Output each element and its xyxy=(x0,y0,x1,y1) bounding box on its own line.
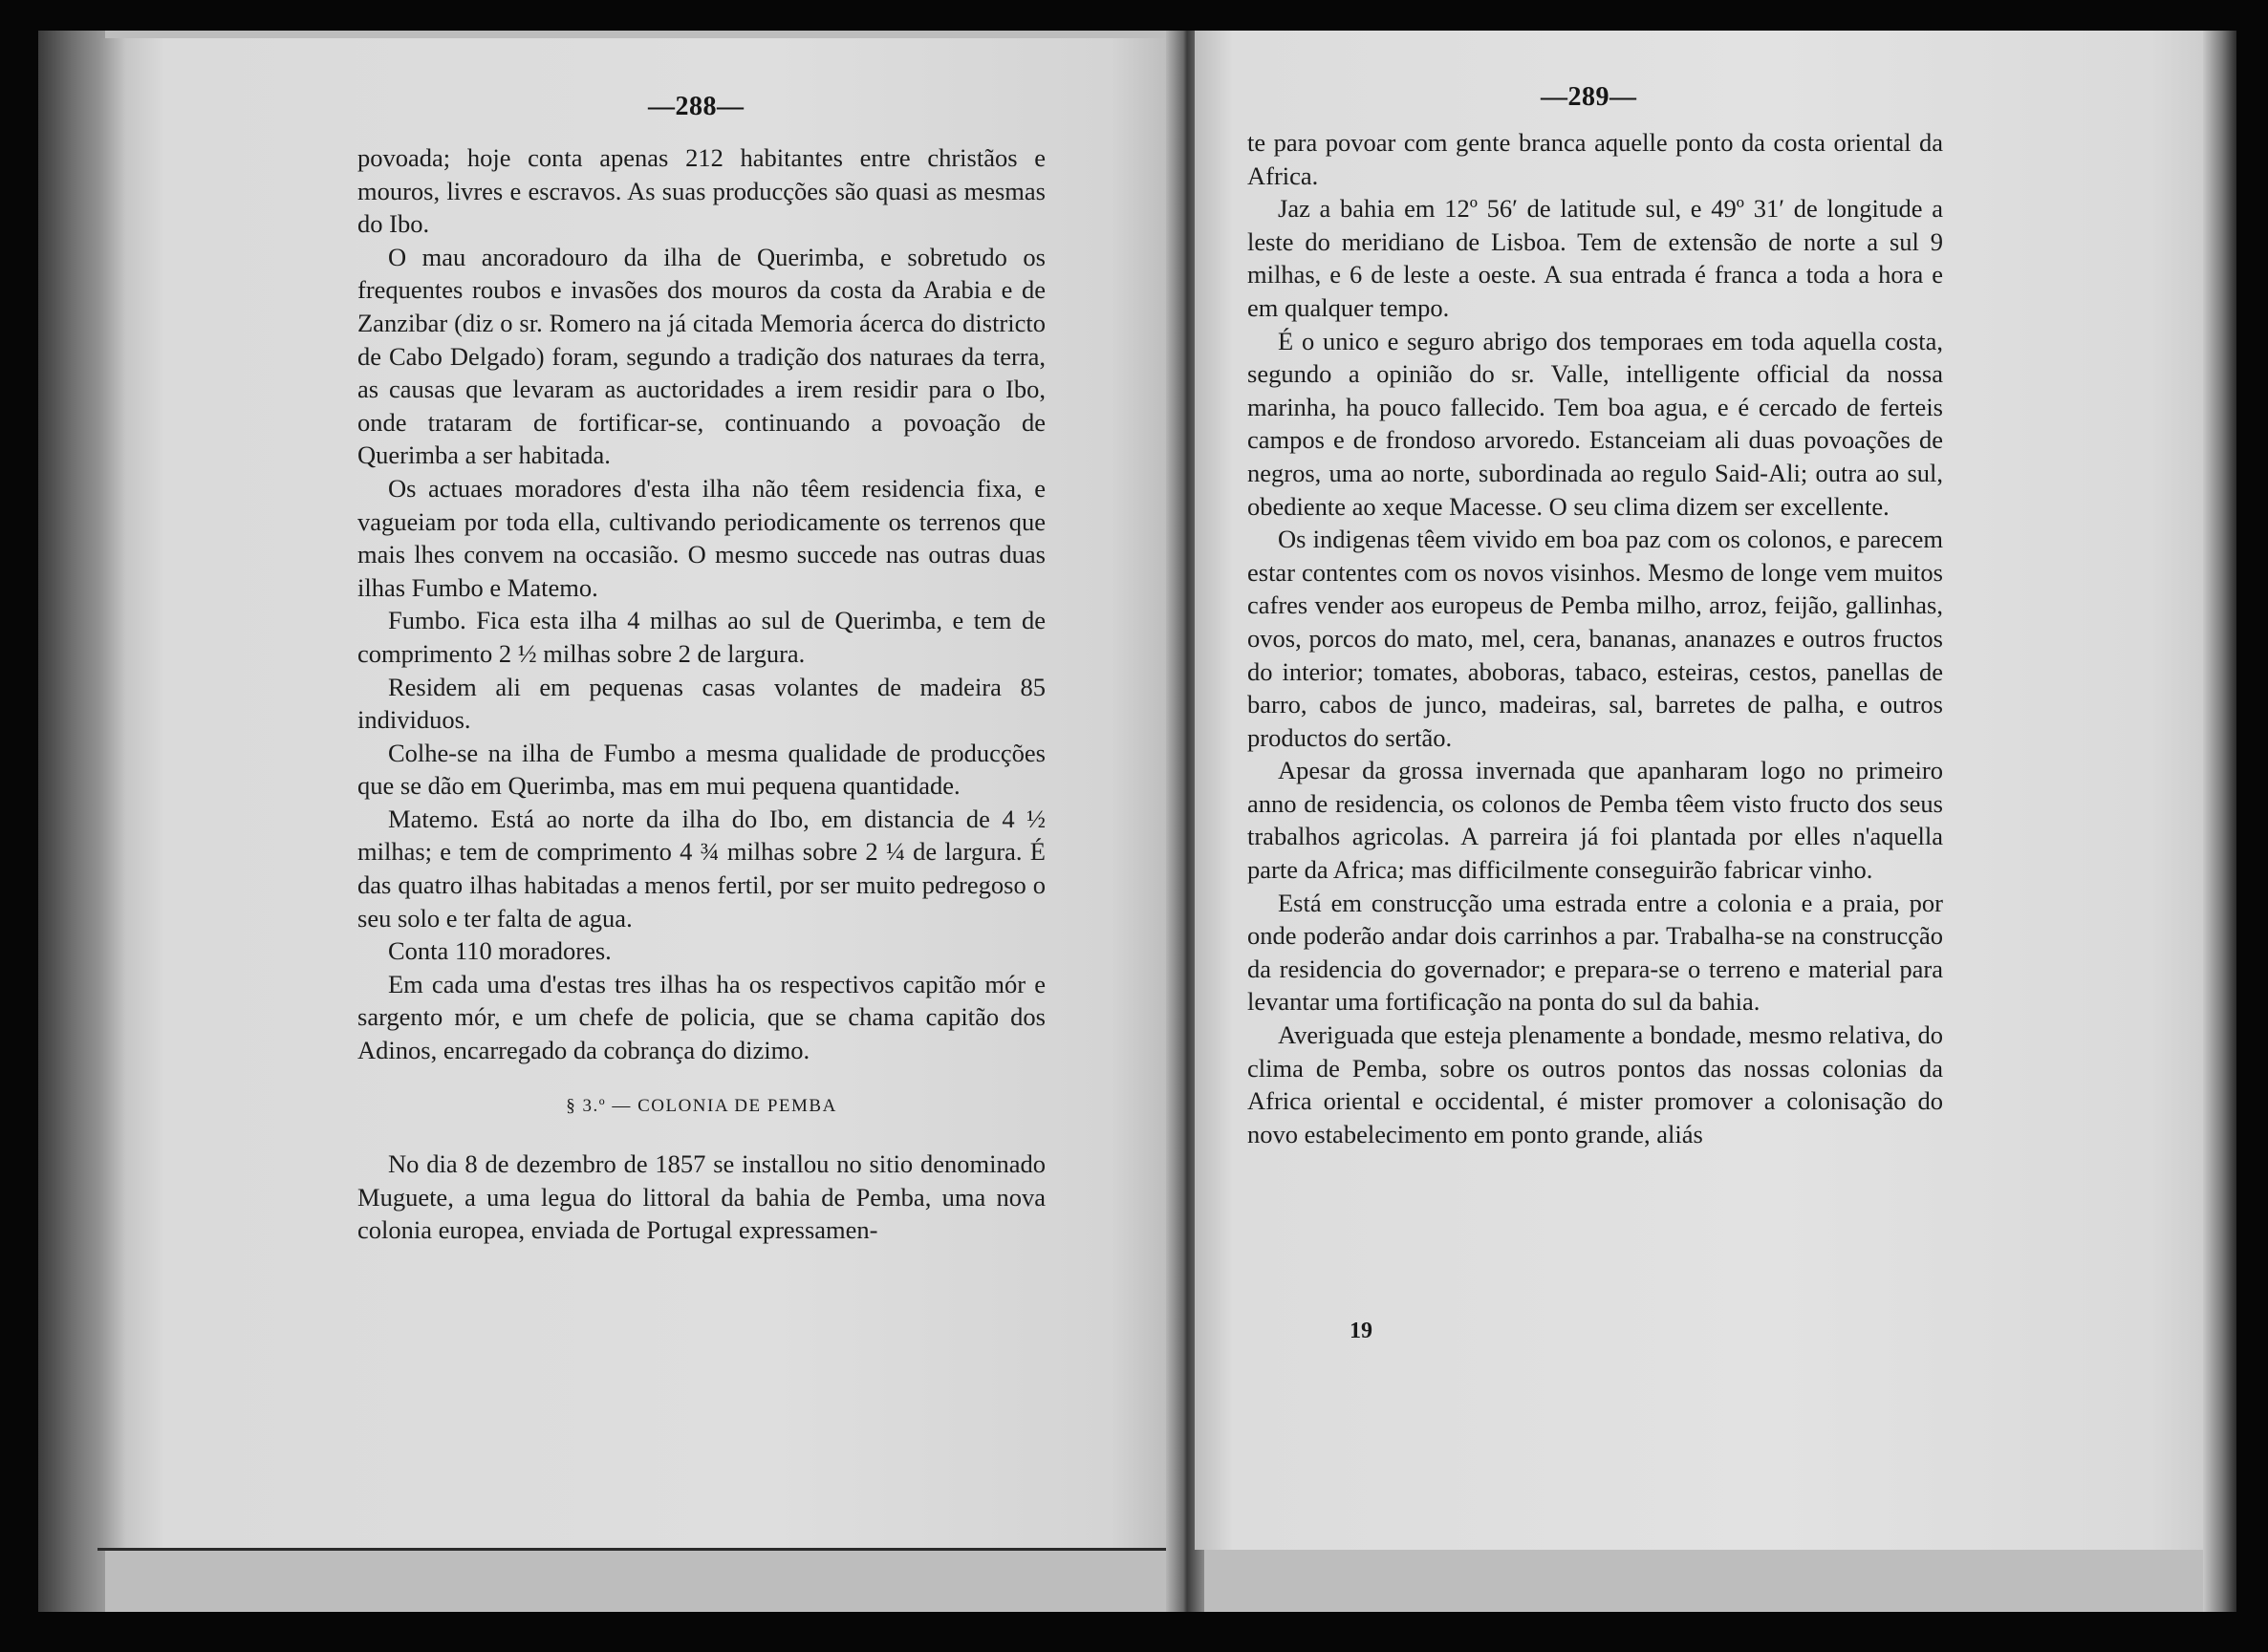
paragraph: povoada; hoje conta apenas 212 habitantes entre christãos e mouros, livres e escravos. As suas producções são quasi as mesmas do Ibo. xyxy=(357,143,1046,239)
left-page-number: —288— xyxy=(648,92,745,121)
paragraph: Averiguada que esteja plenamente a bondade, mesmo relativa, do clima de Pemba, sobre os outros pontos das nossas colonias da Africa oriental e occidental, é mister promover a colonisação do novo estabelecimento em ponto grande, aliás xyxy=(1247,1020,1943,1148)
paragraph: Fumbo. Fica esta ilha 4 milhas ao sul de Querimba, e tem de comprimento 2 ½ milhas sobre 2 de largura. xyxy=(357,606,1046,668)
paragraph: Apesar da grossa invernada que apanharam logo no primeiro anno de residencia, os colonos de Pemba têem visto fructo dos seus trabalhos agricolas. A parreira já foi plantada por elles n'aquella parte da Africa; mas difficilmente conseguirão fabricar vinho. xyxy=(1247,756,1943,885)
paragraph: Os indigenas têem vivido em boa paz com os colonos, e parecem estar contentes com os novos visinhos. Mesmo de longe vem muitos cafres vender aos europeus de Pemba milho, arroz, feijão, gallinhas, ovos, porcos do mato, mel, cera, bananas, ananazes e outros fructos do interior; tomates, aboboras, tabaco, esteiras, cestos, panellas de barro, cabos de junco, madeiras, sal, barretes de palha, e outros productos do sertão. xyxy=(1247,525,1943,752)
paragraph: O mau ancoradouro da ilha de Querimba, e sobretudo os frequentes roubos e invasões dos mouros da costa da Arabia e de Zanzibar (diz o sr. Romero na já citada Memoria ácerca do districto de Cabo Delgado) foram, segundo a tradição dos naturaes da terra, as causas que levaram as auctoridades a irem residir para o Ibo, onde trataram de fortificar-se, continuando a povoação de Querimba a ser habitada. xyxy=(357,242,1046,470)
paragraph: Residem ali em pequenas casas volantes de madeira 85 individuos. xyxy=(357,672,1046,735)
left-page-text xyxy=(357,141,1046,1247)
left-book-edge xyxy=(38,31,105,1612)
paragraph: Está em construcção uma estrada entre a colonia e a praia, por onde poderão andar dois carrinhos a par. Trabalha-se na construcção da residencia do governador; e prepara-se o terreno e material para levantar uma fortificação na ponta do sul da bahia. xyxy=(1247,888,1943,1017)
right-page-text xyxy=(1247,126,1943,1150)
paragraph: Jaz a bahia em 12º 56′ de latitude sul, e 49º 31′ de longitude a leste do meridiano de Lisboa. Tem de extensão de norte a sul 9 milhas, e 6 de leste a oeste. A sua entrada é franca a toda a hora e em qualquer tempo. xyxy=(1247,194,1943,322)
section-heading: § 3.º — COLONIA DE PEMBA xyxy=(566,1095,837,1116)
paragraph: É o unico e seguro abrigo dos temporaes em toda aquella costa, segundo a opinião do sr. Valle, intelligente official da nossa marinha, ha pouco fallecido. Tem boa agua, e é cercado de ferteis campos e de frondoso arvoredo. Estanceiam ali duas povoações de negros, uma ao norte, subordinada ao regulo Said-Ali; outra ao sul, obediente ao xeque Macesse. O seu clima dizem ser excellente. xyxy=(1247,326,1943,521)
right-page-number: —289— xyxy=(1541,82,1637,112)
paragraph: Colhe-se na ilha de Fumbo a mesma qualidade de producções que se dão em Querimba, mas em mui pequena quantidade. xyxy=(357,738,1046,801)
paragraph: No dia 8 de dezembro de 1857 se installou no sitio denominado Muguete, a uma legua do littoral da bahia de Pemba, uma nova colonia europea, enviada de Portugal expressamen- xyxy=(357,1149,1046,1245)
paragraph: Matemo. Está ao norte da ilha do Ibo, em distancia de 4 ½ milhas; e tem de comprimento 4 ¾ milhas sobre 2 ¼ de largura. É das quatro ilhas habitadas a menos fertil, por ser muito pedregoso o seu solo e ter falta de agua. xyxy=(357,804,1046,933)
paragraph: Os actuaes moradores d'esta ilha não têem residencia fixa, e vagueiam por toda ella, cultivando periodicamente os terrenos que mais lhes convem na occasião. O mesmo succede nas outras duas ilhas Fumbo e Matemo. xyxy=(357,473,1046,602)
signature-mark: 19 xyxy=(1350,1319,1372,1343)
right-book-edge xyxy=(2203,31,2236,1612)
paragraph: Em cada uma d'estas tres ilhas ha os respectivos capitão mór e sargento mór, e um chefe de policia, que se chama capitão dos Adinos, encarregado da cobrança do dizimo. xyxy=(357,969,1046,1065)
paragraph: te para povoar com gente branca aquelle ponto da costa oriental da Africa. xyxy=(1247,128,1943,190)
paragraph: Conta 110 moradores. xyxy=(388,936,612,966)
